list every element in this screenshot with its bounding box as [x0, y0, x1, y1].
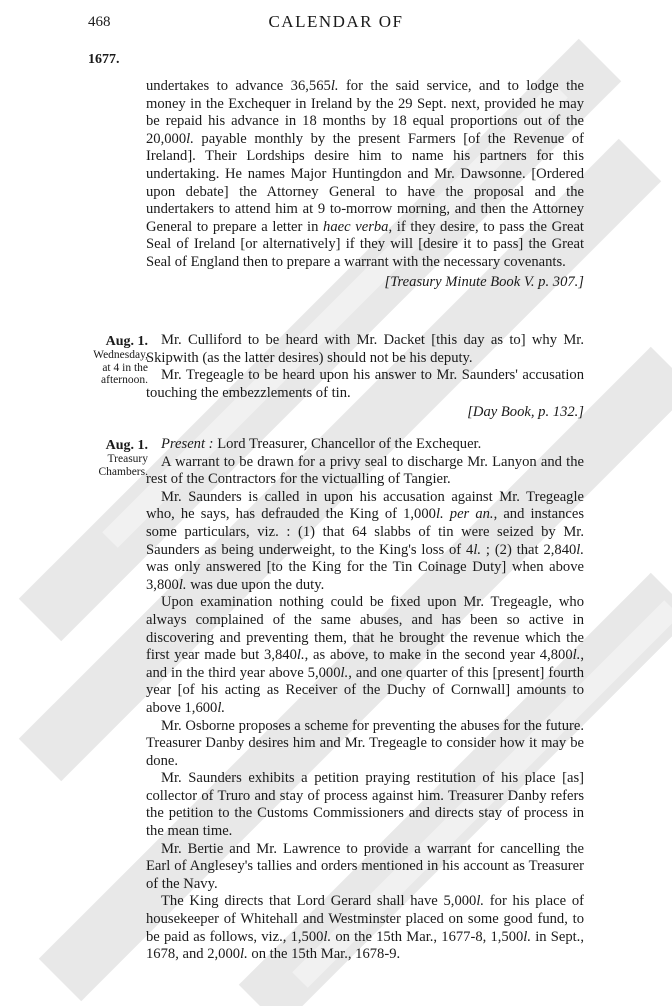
citation-text: [Day Book, p. 132.] — [467, 404, 584, 421]
paragraph-osborne: Mr. Osborne proposes a scheme for preventing the abuses for the future. Treasurer Danby desires him and Mr. Tregeagle to consider how it may be done. — [146, 717, 584, 769]
margin-date: Aug. 1. — [105, 438, 148, 453]
entry-continuation — [146, 78, 584, 291]
paragraph-examination: Upon examination nothing could be fixed upon Mr. Tregeagle, who always complained of the same abuses, and has been so active in discovering and preventing them, that he brought the revenue which the first year made but 3,840l., as above, to make in the second year 4,800l., and in the third year above 5,000l., and one quarter of this [present] fourth year [of his acting as Receiver of the Duchy of Cornwall] amounts to above 1,600l. — [146, 594, 585, 716]
paragraph-saunders-petition: Mr. Saunders exhibits a petition praying restitution of his place [as] collector of Truro and stay of process against him. Treasurer Danby refers the petition to the Customs Commissioners and directs stay of process in the mean time. — [146, 770, 584, 840]
paragraph-bertie: Mr. Bertie and Mr. Lawrence to provide a warrant for cancelling the Earl of Anglesey's tallies and orders mentioned in his account as Treasurer of the Navy. — [146, 840, 584, 892]
present-names: Lord Treasurer, Chancellor of the Exchequer. — [217, 436, 482, 452]
citation-treasury-minute-book — [146, 274, 584, 292]
paragraph-culliford: Mr. Culliford to be heard with Mr. Dacket [this day as to] why Mr. Skipwith (as the latter desires) should not be his deputy. — [146, 332, 584, 366]
year-marker: 1677. — [88, 52, 120, 67]
continuation-paragraph: undertakes to advance 36,565l. for the said service, and to lodge the money in the Exchequer in Ireland by the 29 Sept. next, provided he may be repaid his advance in 18 months by 18 equal proportions out of the 20,000l. payable monthly by the present Farmers [of the Revenue of Ireland]. Their Lordships desire him to name his partners for this undertaking. He names Major Huntingdon and Mr. Dawsonne. [Ordered upon debate] the Attorney General to have the proposal and the undertakers to attend him at 9 to-morrow morning, and then the Attorney General to prepare a letter in haec verba, if they desire, to pass the Great Seal of Ireland [or alternatively] if they will [desire it to pass] the Great Seal of England then to prepare a warrant with the necessary covenants. — [146, 78, 584, 270]
present-label: Present : — [161, 436, 214, 452]
page-header — [0, 10, 672, 40]
margin-place-2: Chambers. — [98, 465, 148, 478]
present-line — [146, 436, 584, 454]
paragraph-saunders-accusation: Mr. Saunders is called in upon his accusation against Mr. Tregeagle who, he says, has defrauded the King of 1,000l. per an., and instances some particulars, viz. : (1) that 64 slabbs of tin were seized by Mr. Saunders as being underweight, to the King's loss of 4l. ; (2) that 2,840l. was only answered [to the King for the Tin Coinage Duty] when above 3,800l. was due upon the duty. — [146, 488, 584, 593]
citation-day-book — [146, 404, 584, 422]
entry-aug1-treasury-chambers — [146, 436, 584, 964]
entry-aug1-afternoon — [146, 332, 584, 422]
running-title: CALENDAR OF — [268, 12, 404, 31]
margin-date: Aug. 1. — [105, 334, 148, 349]
paragraph-tregeagle: Mr. Tregeagle to be heard upon his answer to Mr. Saunders' accusation touching the embezzlements of tin. — [146, 367, 584, 401]
page-number: 468 — [88, 14, 111, 30]
margin-time-2: afternoon. — [101, 374, 148, 386]
paragraph-gerard: The King directs that Lord Gerard shall have 5,000l. for his place of housekeeper of Whitehall and Westminster placed on some good fund, to be paid as follows, viz., 1,500l. on the 15th Mar., 1677-8, 1,500l. in Sept., 1678, and 2,000l. on the 15th Mar., 1678-9. — [146, 893, 584, 963]
margin-time: at 4 in the — [102, 361, 148, 374]
margin-note-aug1-afternoon — [76, 334, 148, 387]
margin-note-aug1-treasury — [76, 438, 148, 478]
citation-text: [Treasury Minute Book V. p. 307.] — [384, 273, 584, 290]
margin-place: Treasury — [107, 453, 148, 465]
margin-day: Wednesday, — [93, 349, 148, 361]
paragraph-lanyon: A warrant to be drawn for a privy seal to discharge Mr. Lanyon and the rest of the Contractors for the victualling of Tangier. — [146, 453, 584, 488]
